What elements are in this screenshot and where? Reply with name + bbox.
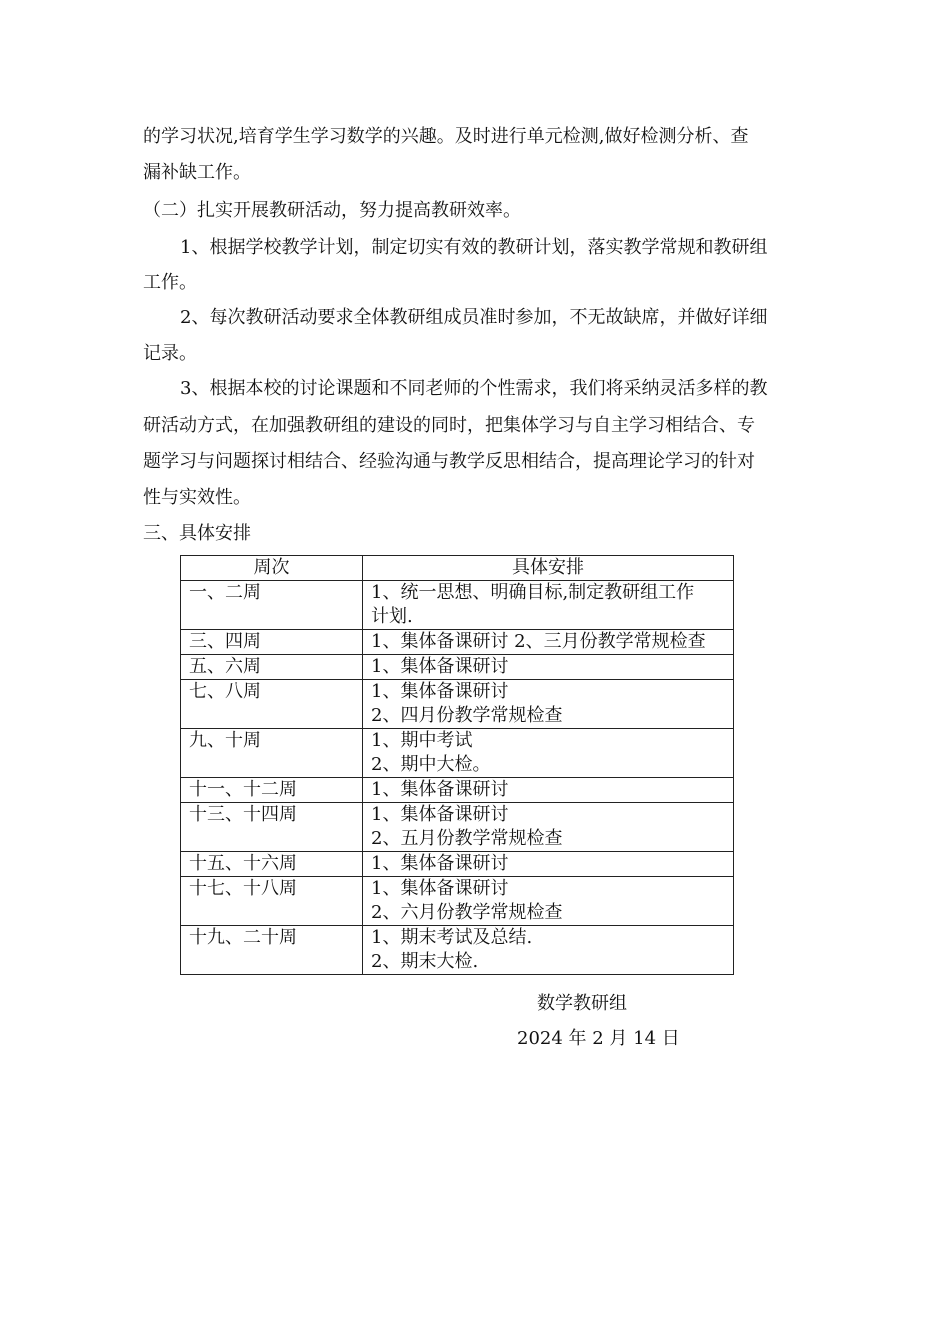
plan-line: 计划. [371,606,413,627]
plan-cell [363,680,734,729]
plan-line: 1、期中考试 [371,730,473,751]
week-cell: 七、八周 [181,680,363,729]
week-cell: 十五、十六周 [181,852,363,877]
table-row [181,729,734,778]
table-header-row [181,556,734,581]
table-row [181,852,734,877]
plan-line: 2、五月份教学常规检查 [371,828,563,849]
plan-cell [363,803,734,852]
plan-line: 1、集体备课研讨 [371,804,509,825]
table-row [181,803,734,852]
table-row [181,680,734,729]
table-row [181,778,734,803]
table-row [181,581,734,630]
week-cell: 十七、十八周 [181,877,363,926]
section-heading: （二）扎实开展教研活动，努力提高教研效率。 [143,200,521,221]
week-cell: 十九、二十周 [181,926,363,975]
week-cell: 十一、十二周 [181,778,363,803]
header-plan: 具体安排 [363,556,734,581]
week-cell: 九、十周 [181,729,363,778]
plan-line: 2、四月份教学常规检查 [371,705,563,726]
plan-line: 1、集体备课研讨 [371,656,509,677]
signature-date: 2024 年 2 月 14 日 [517,1028,680,1049]
week-cell: 一、二周 [181,581,363,630]
paragraph-line: 3、根据本校的讨论课题和不同老师的个性需求，我们将采纳灵活多样的教 [180,378,768,399]
table-body [181,581,734,975]
plan-line: 1、集体备课研讨 [371,853,509,874]
paragraph-line: 题学习与问题探讨相结合、经验沟通与教学反思相结合，提高理论学习的针对 [143,451,755,472]
week-cell: 五、六周 [181,655,363,680]
plan-cell [363,852,734,877]
plan-line: 1、集体备课研讨 [371,779,509,800]
paragraph-line: 性与实效性。 [143,487,251,508]
schedule-table [180,555,734,975]
plan-line: 2、期末大检. [371,951,479,972]
plan-line: 1、集体备课研讨 2、三月份教学常规检查 [371,631,706,652]
paragraph-line: 的学习状况,培育学生学习数学的兴趣。及时进行单元检测,做好检测分析、查 [143,126,749,147]
plan-cell [363,581,734,630]
plan-line: 1、集体备课研讨 [371,681,509,702]
plan-line: 2、期中大检。 [371,754,491,775]
plan-line: 1、统一思想、明确目标,制定教研组工作 [371,582,695,603]
table-row [181,655,734,680]
header-week: 周次 [181,556,363,581]
paragraph-line: 2、每次教研活动要求全体教研组成员准时参加，不无故缺席，并做好详细 [180,307,768,328]
week-cell: 三、四周 [181,630,363,655]
table-row [181,877,734,926]
section-heading: 三、具体安排 [143,523,251,544]
paragraph-line: 工作。 [143,272,197,293]
table-row [181,926,734,975]
plan-cell [363,877,734,926]
paragraph-line: 漏补缺工作。 [143,162,251,183]
plan-cell [363,778,734,803]
plan-cell [363,630,734,655]
paragraph-line: 研活动方式，在加强教研组的建设的同时，把集体学习与自主学习相结合、专 [143,415,755,436]
plan-line: 1、集体备课研讨 [371,878,509,899]
plan-line: 2、六月份教学常规检查 [371,902,563,923]
paragraph-line: 记录。 [143,343,197,364]
table-row [181,630,734,655]
signature-group: 数学教研组 [537,993,627,1014]
plan-cell [363,926,734,975]
plan-cell [363,729,734,778]
paragraph-line: 1、根据学校教学计划，制定切实有效的教研计划，落实教学常规和教研组 [180,237,768,258]
plan-cell [363,655,734,680]
plan-line: 1、期末考试及总结. [371,927,533,948]
week-cell: 十三、十四周 [181,803,363,852]
